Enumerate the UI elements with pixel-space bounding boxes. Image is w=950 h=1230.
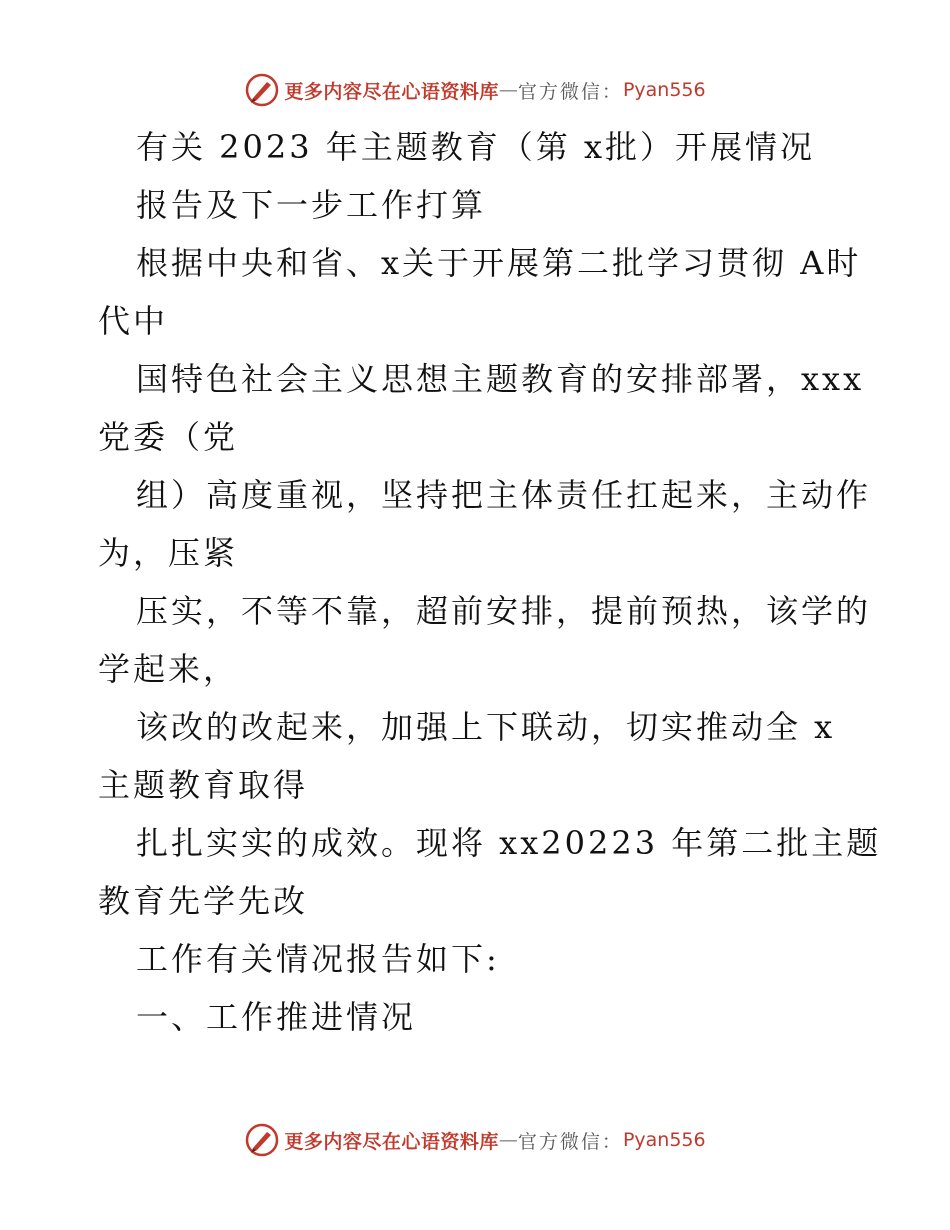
header-dash: — <box>498 79 518 101</box>
footer-brand: 更多内容尽在心语资料库 <box>284 1130 499 1153</box>
doc-line: 国特色社会主义思想主题教育的安排部署，xxx <box>136 360 865 398</box>
document-body <box>98 118 882 1046</box>
header-wechat-label: 官方微信： <box>517 80 623 103</box>
footer-wechat-label: 官方微信： <box>517 1130 623 1153</box>
doc-line: 工作有关情况报告如下: <box>136 940 500 978</box>
doc-title-line-1: 有关 2023 年主题教育（第 x批）开展情况 <box>136 128 816 166</box>
doc-line: 党委（党 <box>98 418 239 456</box>
pen-logo-icon <box>244 1122 280 1158</box>
doc-line: 扎扎实实的成效。现将 xx20223 年第二批主题 <box>136 824 882 862</box>
header-wechat-id: Pyan556 <box>622 79 706 101</box>
doc-line: 压实，不等不靠，超前安排，提前预热，该学的 <box>136 592 872 630</box>
pen-logo-icon <box>244 72 280 108</box>
section-heading: 一、工作推进情况 <box>136 998 417 1036</box>
doc-line: 该改的改起来，加强上下联动，切实推动全 x <box>136 708 836 746</box>
doc-line: 为，压紧 <box>98 534 239 572</box>
doc-line: 组）高度重视，坚持把主体责任扛起来，主动作 <box>136 476 872 514</box>
header-brand: 更多内容尽在心语资料库 <box>284 80 499 103</box>
footer-wechat-id: Pyan556 <box>622 1129 706 1151</box>
footer-dash: — <box>498 1129 518 1151</box>
doc-line: 根据中央和省、x关于开展第二批学习贯彻 A时 <box>136 244 862 282</box>
doc-title-line-2: 报告及下一步工作打算 <box>136 186 487 224</box>
footer-watermark <box>0 1120 950 1160</box>
header-watermark <box>0 70 950 110</box>
doc-line: 教育先学先改 <box>98 882 309 920</box>
doc-line: 代中 <box>98 302 169 340</box>
doc-line: 主题教育取得 <box>98 766 309 804</box>
doc-line: 学起来， <box>98 650 239 688</box>
